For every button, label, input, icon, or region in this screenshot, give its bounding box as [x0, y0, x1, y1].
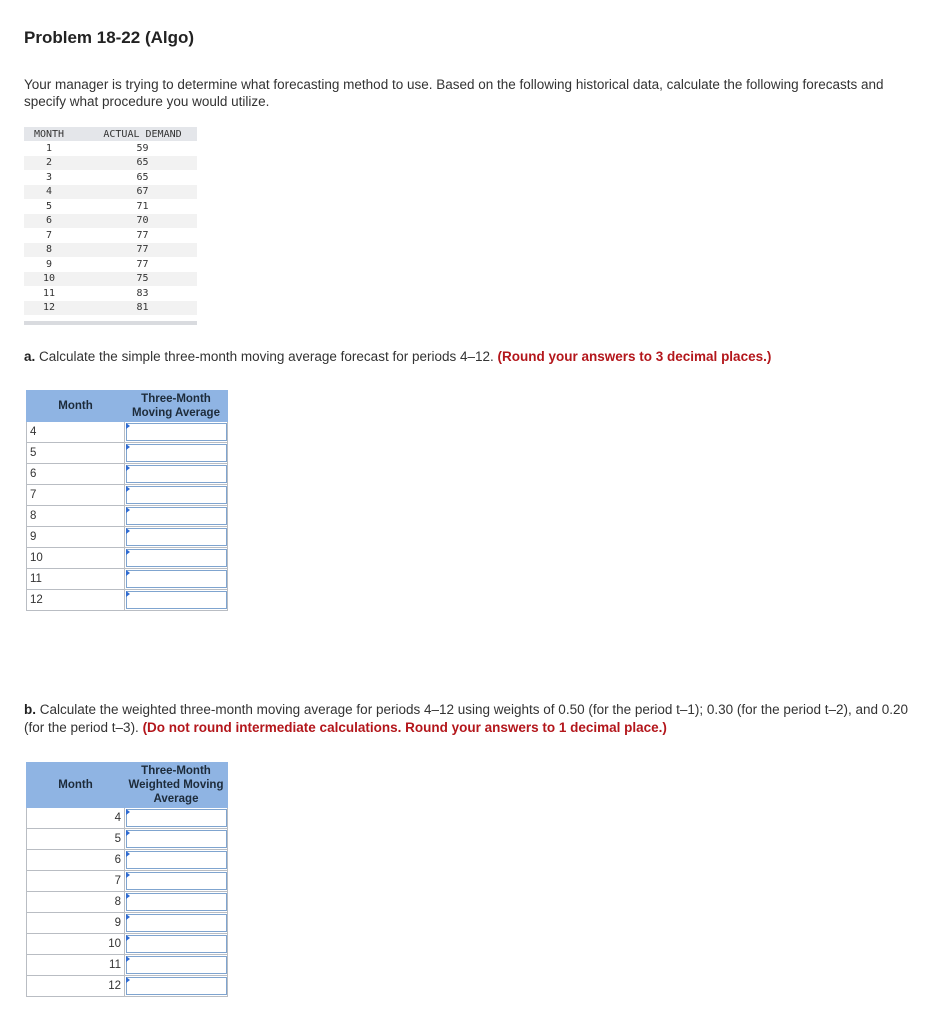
input-flag-icon — [126, 444, 130, 450]
part-a-rounding-note: (Round your answers to 3 decimal places.) — [497, 349, 772, 364]
part-b-month-cell: 9 — [27, 913, 125, 934]
part-b-month-cell: 12 — [27, 976, 125, 997]
part-b-month-cell: 11 — [27, 955, 125, 976]
historical-row — [24, 286, 197, 301]
input-flag-icon — [126, 528, 130, 534]
historical-row — [24, 156, 197, 171]
table-scrollbar[interactable] — [24, 321, 197, 325]
historical-month-cell: 8 — [24, 243, 74, 258]
part-a-answer-row — [27, 527, 228, 548]
part-a-month-cell: 7 — [27, 485, 125, 506]
part-b-header-row — [27, 763, 228, 808]
historical-demand-cell: 71 — [136, 200, 149, 212]
part-b-input-cell — [125, 976, 228, 997]
historical-row — [24, 199, 197, 214]
part-b-question — [24, 701, 914, 737]
part-a-month-cell: 8 — [27, 506, 125, 527]
input-flag-icon — [126, 809, 130, 815]
input-flag-icon — [126, 465, 130, 471]
part-a-value-header: Three-Month Moving Average — [125, 391, 228, 422]
part-a-text: Calculate the simple three-month moving average forecast for periods 4–12. — [35, 349, 498, 364]
part-a-month-cell: 10 — [27, 548, 125, 569]
historical-demand-cell: 70 — [74, 214, 197, 229]
part-b-input-cell — [125, 892, 228, 913]
part-a-month-cell: 11 — [27, 569, 125, 590]
part-b-input-cell — [125, 955, 228, 976]
part-b-input-cell — [125, 913, 228, 934]
input-flag-icon — [126, 914, 130, 920]
part-a-answer-input[interactable] — [126, 570, 227, 588]
input-flag-icon — [126, 423, 130, 429]
part-b-answer-input[interactable] — [126, 935, 227, 953]
historical-month-cell: 4 — [24, 185, 74, 200]
part-a-month-cell: 4 — [27, 422, 125, 443]
historical-demand-cell: 65 — [136, 171, 149, 183]
historical-demand-cell: 77 — [74, 243, 197, 258]
part-a-answer-row — [27, 443, 228, 464]
part-a-month-cell: 9 — [27, 527, 125, 548]
input-flag-icon — [126, 977, 130, 983]
part-b-answer-input[interactable] — [126, 977, 227, 995]
part-a-answer-row — [27, 506, 228, 527]
problem-title: Problem 18-22 (Algo) — [24, 28, 195, 47]
historical-month-cell: 2 — [24, 156, 74, 171]
part-a-answer-row — [27, 422, 228, 443]
part-b-month-cell: 5 — [27, 829, 125, 850]
part-b-answer-input[interactable] — [126, 914, 227, 932]
part-a-input-cell — [125, 569, 228, 590]
part-b-input-cell — [125, 829, 228, 850]
part-a-month-cell: 5 — [27, 443, 125, 464]
input-flag-icon — [126, 570, 130, 576]
part-b-input-cell — [125, 850, 228, 871]
problem-intro: Your manager is trying to determine what forecasting method to use. Based on the following historical data, calculate the following forecasts and specify what procedure you would utilize. — [24, 77, 884, 109]
part-b-rounding-note: (Do not round intermediate calculations. Round your answers to 1 decimal place.) — [142, 720, 667, 735]
part-b-text: Calculate the weighted three-month moving average for periods 4–12 using weights of 0.50 (for the period t–1); 0.30 (for the period t–2), and 0.20 (for the period t–3). — [24, 702, 909, 735]
historical-month-cell: 11 — [42, 287, 56, 299]
part-b-answer-row — [27, 850, 228, 871]
historical-header-row — [24, 127, 197, 141]
historical-demand-cell: 59 — [136, 142, 149, 154]
part-a-input-cell — [125, 506, 228, 527]
part-b-answer-input[interactable] — [126, 872, 227, 890]
historical-demand-cell: 77 — [136, 258, 149, 270]
part-a-answer-row — [27, 590, 228, 611]
part-b-answer-input[interactable] — [126, 809, 227, 827]
historical-row — [24, 170, 197, 185]
part-b-month-cell: 10 — [27, 934, 125, 955]
input-flag-icon — [126, 893, 130, 899]
input-flag-icon — [126, 549, 130, 555]
historical-month-cell: 6 — [24, 214, 74, 229]
part-a-answer-input[interactable] — [126, 549, 227, 567]
input-flag-icon — [126, 591, 130, 597]
input-flag-icon — [126, 507, 130, 513]
part-a-answer-table — [26, 390, 228, 611]
historical-row — [24, 214, 197, 229]
part-b-month-cell: 8 — [27, 892, 125, 913]
part-b-answer-row — [27, 892, 228, 913]
part-a-input-cell — [125, 590, 228, 611]
part-b-answer-input[interactable] — [126, 956, 227, 974]
historical-row — [24, 257, 197, 272]
historical-demand-cell: 77 — [136, 229, 149, 241]
part-a-answer-input[interactable] — [126, 507, 227, 525]
part-b-month-cell: 6 — [27, 850, 125, 871]
part-a-input-cell — [125, 422, 228, 443]
month-column-header: MONTH — [24, 127, 74, 141]
demand-column-header: ACTUAL DEMAND — [74, 127, 197, 141]
part-a-month-cell: 12 — [27, 590, 125, 611]
part-a-label: a. — [24, 349, 36, 364]
part-a-month-cell: 6 — [27, 464, 125, 485]
part-b-input-cell — [125, 934, 228, 955]
part-a-question — [24, 348, 914, 366]
historical-demand-cell: 75 — [74, 272, 197, 287]
part-a-answer-input[interactable] — [126, 444, 227, 462]
part-b-answer-input[interactable] — [126, 851, 227, 869]
part-b-answer-row — [27, 934, 228, 955]
part-a-answer-row — [27, 485, 228, 506]
part-a-answer-input[interactable] — [126, 423, 227, 441]
input-flag-icon — [126, 830, 130, 836]
part-b-answer-input[interactable] — [126, 893, 227, 911]
historical-month-cell: 10 — [24, 272, 74, 287]
historical-data-table — [24, 127, 197, 315]
part-b-value-header: Three-Month Weighted Moving Average — [125, 763, 228, 808]
part-b-answer-row — [27, 913, 228, 934]
part-b-month-cell: 4 — [27, 808, 125, 829]
input-flag-icon — [126, 486, 130, 492]
part-a-answer-row — [27, 464, 228, 485]
part-a-input-cell — [125, 485, 228, 506]
historical-row — [24, 301, 197, 316]
part-b-answer-input[interactable] — [126, 830, 227, 848]
part-b-answer-row — [27, 871, 228, 892]
part-b-month-header: Month — [27, 763, 125, 808]
part-a-month-header: Month — [27, 391, 125, 422]
input-flag-icon — [126, 872, 130, 878]
historical-demand-cell: 67 — [74, 185, 197, 200]
part-a-input-cell — [125, 443, 228, 464]
historical-row — [24, 243, 197, 258]
part-b-answer-row — [27, 955, 228, 976]
historical-row — [24, 228, 197, 243]
input-flag-icon — [126, 935, 130, 941]
part-a-answer-input[interactable] — [126, 486, 227, 504]
part-a-input-cell — [125, 548, 228, 569]
historical-demand-cell: 65 — [74, 156, 197, 171]
historical-demand-cell: 83 — [136, 287, 149, 299]
part-b-answer-table — [26, 762, 228, 997]
historical-row — [24, 272, 197, 287]
part-a-answer-input[interactable] — [126, 528, 227, 546]
part-b-month-cell: 7 — [27, 871, 125, 892]
part-a-answer-row — [27, 569, 228, 590]
part-b-answer-row — [27, 808, 228, 829]
input-flag-icon — [126, 851, 130, 857]
historical-demand-cell: 81 — [74, 301, 197, 316]
part-a-answer-input[interactable] — [126, 465, 227, 483]
historical-month-cell: 1 — [45, 142, 53, 154]
part-b-input-cell — [125, 808, 228, 829]
input-flag-icon — [126, 956, 130, 962]
historical-month-cell: 5 — [45, 200, 53, 212]
part-a-answer-row — [27, 548, 228, 569]
historical-row — [24, 141, 197, 156]
part-b-input-cell — [125, 871, 228, 892]
historical-month-cell: 7 — [45, 229, 53, 241]
historical-month-cell: 9 — [45, 258, 53, 270]
part-b-answer-row — [27, 976, 228, 997]
historical-row — [24, 185, 197, 200]
part-a-header-row — [27, 391, 228, 422]
historical-month-cell: 12 — [24, 301, 74, 316]
part-b-label: b. — [24, 702, 36, 717]
part-a-input-cell — [125, 527, 228, 548]
part-b-answer-row — [27, 829, 228, 850]
part-a-answer-input[interactable] — [126, 591, 227, 609]
historical-month-cell: 3 — [45, 171, 53, 183]
part-a-input-cell — [125, 464, 228, 485]
